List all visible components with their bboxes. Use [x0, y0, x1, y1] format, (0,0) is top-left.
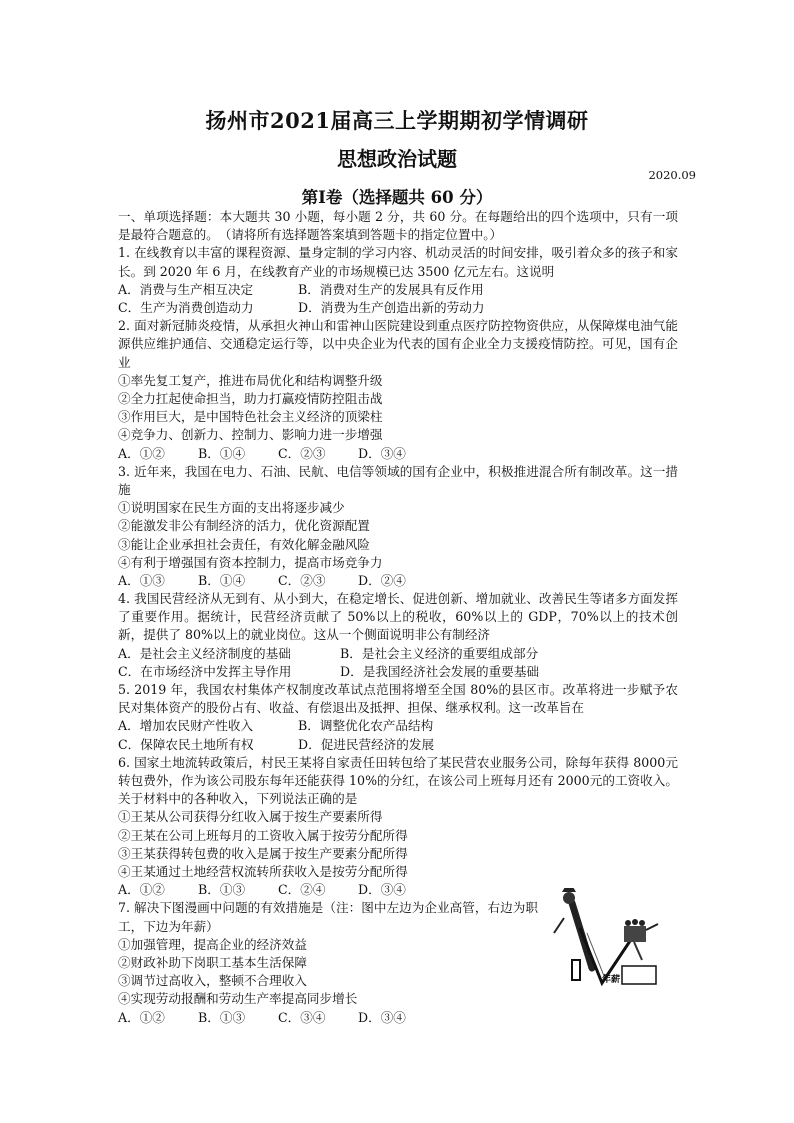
option: C．生产为消费创造动力: [118, 300, 254, 315]
statement: ④王某通过土地经营权流转所获收入是按劳分配所得: [118, 864, 408, 880]
statement: ③王某获得转包费的收入是属于按生产要素分配所得: [118, 845, 408, 861]
executive-figure: [554, 888, 592, 968]
statement: ④有利于增强国有资本控制力，提高市场竞争力: [118, 554, 383, 570]
statement: ①率先复工复产，推进布局优化和结构调整升级: [118, 372, 383, 388]
options-3: [118, 572, 678, 590]
worker-figures: [624, 919, 658, 960]
cartoon-illustration: [542, 888, 672, 998]
question-stem-2: 2. 面对新冠肺炎疫情，从承担火神山和雷神山医院建设到重点医疗防控物资供应，从保障煤电油气能源供应维护通信、交通稳定运行等，以中央企业为代表的国有企业全力支援疫情防控。可见，国有企业: [118, 318, 678, 370]
statement: ①王某从公司获得分红收入属于按生产要素所得: [118, 809, 383, 825]
option: A．是社会主义经济制度的基础: [118, 645, 291, 661]
statement: ①加强管理，提高企业的经济效益: [118, 936, 307, 952]
statement: ②全力扛起使命担当，助力打赢疫情防控阻击战: [118, 390, 383, 406]
part-heading: 第Ⅰ卷（选择题共 60 分）: [301, 188, 493, 207]
exam-date: 2020.09: [648, 168, 696, 182]
option: D．③④: [358, 882, 406, 898]
option: D．消费为生产创造出新的劳动力: [298, 300, 485, 315]
option: C．②④: [278, 882, 326, 898]
statement: ④实现劳动报酬和劳动生产率提高同步增长: [118, 991, 358, 1007]
option: D．③④: [358, 445, 406, 461]
question-stem-4: 4. 我国民营经济从无到有、从小到大，在稳定增长、促进创新、增加就业、改善民生等诸多方面发挥了重要作用。据统计，民营经济贡献了 50%以上的税收，60%以上的 GDP，70%以上的技术创新，提供了 80%以上的就业岗位。这从一个侧面说明非公有制经济: [118, 591, 678, 643]
option: A．①②: [118, 1009, 165, 1025]
option: C．②③: [278, 572, 326, 588]
statement: ③调节过高收入，整顿不合理收入: [118, 973, 307, 989]
options-1: [118, 281, 678, 299]
option: C．③④: [278, 1009, 326, 1025]
option: C．保障农民土地所有权: [118, 736, 254, 752]
statement: ③作用巨大，是中国特色社会主义经济的顶梁柱: [118, 409, 383, 425]
option: D．③④: [358, 1009, 406, 1025]
option: B．调整优化农产品结构: [298, 718, 434, 734]
option: A．消费与生产相互决定: [118, 281, 254, 297]
annual-salary-label: 年薪: [602, 975, 621, 985]
options-5: [118, 717, 678, 735]
option: B．消费对生产的发展具有反作用: [298, 281, 484, 297]
options-5b: [118, 736, 678, 754]
option: A．①②: [118, 882, 165, 898]
question-stem-5: 5. 2019 年，我国农村集体产权制度改革试点范围将增至全国 80%的县区市。改革将进一步赋予农民对集体资产的股份占有、收益、有偿退出及抵押、担保、继承权利。这一改革旨在: [118, 682, 678, 716]
option: B．是社会主义经济的重要组成部分: [340, 645, 539, 661]
option: C．在市场经济中发挥主导作用: [118, 663, 292, 679]
statement: ①说明国家在民生方面的支出将逐步减少: [118, 500, 345, 516]
option: D．促进民营经济的发展: [298, 736, 435, 752]
option: B．①④: [198, 572, 246, 588]
statement: ④竞争力、创新力、控制力、影响力进一步增强: [118, 427, 383, 443]
option: D．②④: [358, 572, 406, 588]
exam-subtitle: 思想政治试题: [337, 147, 457, 171]
question-stem-3: 3. 近年来，我国在电力、石油、民航、电信等领域的国有企业中，积极推进混合所有制改革。这一措施: [118, 463, 678, 497]
statement: ②王某在公司上班每月的工资收入属于按劳分配所得: [118, 827, 408, 843]
option: B．①③: [198, 1009, 246, 1025]
option: A．①③: [118, 572, 165, 588]
options-1b: [118, 299, 678, 317]
statement: ②财政补助下岗职工基本生活保障: [118, 954, 307, 970]
options-4b: [118, 663, 678, 681]
options-7: [118, 1009, 678, 1027]
options-4: [118, 645, 678, 663]
option: C．②③: [278, 445, 326, 461]
option: B．①③: [198, 882, 246, 898]
question-stem-1: 1. 在线教育以丰富的课程资源、量身定制的学习内容、机动灵活的时间安排，吸引着众多的孩子和家长。到 2020 年 6 月，在线教育产业的市场规模已达 3500 亿元左右。这说明: [118, 245, 678, 279]
option: A．①②: [118, 445, 165, 461]
question-stem-6: 6. 国家土地流转政策后，村民王某将自家责任田转包给了某民营农业服务公司，除每年获得 8000元转包费外，作为该公司股东每年还能获得 10%的分红，在该公司上班每月还有 2000元的工资收入。关于材料中的各种收入，下列说法正确的是: [118, 754, 678, 807]
option: A．增加农民财产性收入: [118, 718, 254, 734]
statement: ③能让企业承担社会责任，有效化解金融风险: [118, 536, 370, 552]
question-stem-7: 7. 解决下图漫画中问题的有效措施是（注：图中左边为企业高管，右边为职工，下边为年薪）: [118, 900, 538, 934]
exam-title: 扬州市2021届高三上学期期初学情调研: [205, 108, 589, 133]
option: D．是我国经济社会发展的重要基础: [340, 663, 540, 679]
options-2: [118, 445, 678, 463]
instructions: 一、单项选择题：本大题共 30 小题，每小题 2 分，共 60 分。在每题给出的四个选项中，只有一项是最符合题意的。 （请将所有选择题答案填到答题卡的指定位置中。）: [118, 209, 678, 243]
statement: ②能激发非公有制经济的活力，优化资源配置: [118, 518, 370, 534]
option: B．①④: [198, 445, 246, 461]
